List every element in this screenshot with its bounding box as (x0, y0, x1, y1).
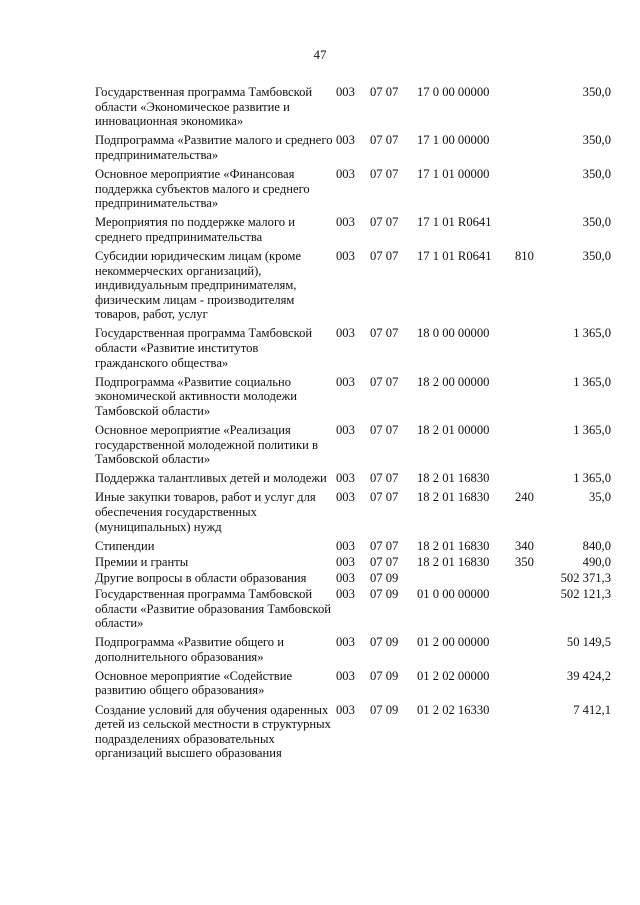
row-ved-code: 003 (336, 166, 355, 181)
row-ved-code: 003 (336, 635, 355, 650)
table-row (95, 326, 611, 370)
row-amount: 502 371,3 (560, 570, 611, 585)
row-section-code: 07 09 (370, 635, 399, 650)
row-target-article: 17 0 00 00000 (417, 85, 490, 99)
row-amount: 50 149,5 (566, 635, 611, 650)
row-section-code: 07 07 (370, 422, 399, 437)
row-section-code: 07 09 (370, 702, 399, 717)
row-target-article: 18 2 01 16830 (417, 471, 490, 486)
row-ved-code: 003 (336, 702, 355, 717)
row-target-article: 01 0 00 00000 (417, 586, 490, 601)
row-ved-code: 003 (336, 586, 355, 601)
table-row (95, 635, 611, 664)
row-target-article: 18 0 00 00000 (417, 326, 490, 341)
row-name: Подпрограмма «Развитие социально экономической активности молодежи Тамбовской области» (95, 374, 297, 418)
table-row (95, 85, 611, 129)
row-name: Премии и гранты (95, 554, 189, 569)
page-number: 47 (313, 47, 327, 62)
row-name: Основное мероприятие «Содействие развитию общего образования» (95, 668, 293, 698)
table-row (95, 669, 611, 698)
row-section-code: 07 07 (370, 215, 399, 230)
row-section-code: 07 07 (370, 85, 399, 99)
table-row (95, 471, 611, 486)
table-row (95, 375, 611, 419)
row-section-code: 07 07 (370, 471, 399, 486)
row-name: Государственная программа Тамбовской области «Развитие образования Тамбовской области» (95, 586, 331, 631)
row-section-code: 07 07 (370, 326, 399, 341)
row-amount: 1 365,0 (573, 374, 611, 389)
row-target-article: 17 1 01 R0641 (417, 248, 492, 263)
row-amount: 350,0 (582, 248, 611, 263)
row-amount: 350,0 (582, 166, 611, 181)
table-row (95, 571, 611, 586)
row-amount: 1 365,0 (573, 326, 611, 341)
row-target-article: 17 1 01 R0641 (417, 215, 492, 230)
row-name: Подпрограмма «Развитие малого и среднего предпринимательства» (95, 133, 333, 162)
row-amount: 840,0 (582, 538, 611, 553)
row-name: Государственная программа Тамбовской области «Экономическое развитие и инновационная экономика» (95, 85, 313, 129)
row-target-article: 01 2 00 00000 (417, 635, 490, 650)
table-row (95, 555, 611, 570)
row-ved-code: 003 (336, 538, 355, 553)
row-amount: 7 412,1 (573, 702, 611, 717)
row-amount: 1 365,0 (573, 422, 611, 437)
row-name: Другие вопросы в области образования (95, 570, 307, 585)
row-target-article: 01 2 02 16330 (417, 702, 490, 717)
row-expense-type: 350 (515, 554, 534, 569)
row-amount: 35,0 (588, 490, 611, 505)
row-name: Государственная программа Тамбовской области «Развитие институтов гражданского общества» (95, 326, 313, 370)
row-name: Создание условий для обучения одаренных детей из сельской местности в структурных подразделениях образовательных организаций высшего образования (95, 702, 331, 761)
row-target-article: 17 1 00 00000 (417, 133, 490, 148)
row-ved-code: 003 (336, 668, 355, 683)
table-row (95, 490, 611, 534)
row-target-article: 18 2 00 00000 (417, 374, 490, 389)
row-amount: 39 424,2 (566, 668, 611, 683)
row-ved-code: 003 (336, 490, 355, 505)
row-name: Мероприятия по поддержке малого и среднего предпринимательства (95, 215, 295, 244)
row-ved-code: 003 (336, 326, 355, 341)
row-section-code: 07 09 (370, 668, 399, 683)
row-section-code: 07 07 (370, 248, 399, 263)
row-expense-type: 810 (515, 248, 534, 263)
row-amount: 490,0 (582, 554, 611, 569)
row-name: Подпрограмма «Развитие общего и дополнительного образования» (95, 635, 284, 664)
row-name: Основное мероприятие «Финансовая поддержка субъектов малого и среднего предпринимательства» (95, 166, 310, 211)
table-row (95, 587, 611, 631)
row-ved-code: 003 (336, 422, 355, 437)
row-name: Субсидии юридическим лицам (кроме некоммерческих организаций), индивидуальным предпринимателям, физическим лицам - производителям товаров, работ, услуг (95, 248, 302, 322)
row-amount: 350,0 (582, 133, 611, 148)
row-section-code: 07 07 (370, 133, 399, 148)
row-section-code: 07 09 (370, 570, 399, 585)
table-row (95, 539, 611, 554)
row-ved-code: 003 (336, 133, 355, 148)
row-amount: 1 365,0 (573, 471, 611, 486)
row-amount: 502 121,3 (560, 586, 611, 601)
budget-table (95, 85, 611, 765)
row-expense-type: 340 (515, 538, 534, 553)
row-name: Стипендии (95, 538, 155, 553)
row-section-code: 07 09 (370, 586, 399, 601)
row-ved-code: 003 (336, 215, 355, 230)
table-row (95, 215, 611, 244)
row-expense-type: 240 (515, 490, 534, 505)
row-target-article: 18 2 01 00000 (417, 422, 490, 437)
table-row (95, 249, 611, 322)
row-ved-code: 003 (336, 248, 355, 263)
row-target-article: 01 2 02 00000 (417, 668, 490, 683)
row-section-code: 07 07 (370, 166, 399, 181)
row-section-code: 07 07 (370, 490, 399, 505)
table-row (95, 703, 611, 761)
table-row (95, 133, 611, 162)
row-target-article: 18 2 01 16830 (417, 490, 490, 505)
row-ved-code: 003 (336, 471, 355, 486)
row-ved-code: 003 (336, 85, 355, 99)
row-target-article: 17 1 01 00000 (417, 166, 490, 181)
row-amount: 350,0 (582, 215, 611, 230)
row-target-article: 18 2 01 16830 (417, 538, 490, 553)
table-row (95, 167, 611, 211)
row-target-article: 18 2 01 16830 (417, 554, 490, 569)
row-name: Поддержка талантливых детей и молодежи (95, 471, 327, 486)
row-section-code: 07 07 (370, 538, 399, 553)
row-name: Иные закупки товаров, работ и услуг для обеспечения государственных (муниципальных) нужд (95, 490, 316, 534)
row-ved-code: 003 (336, 554, 355, 569)
row-section-code: 07 07 (370, 374, 399, 389)
row-ved-code: 003 (336, 570, 355, 585)
row-ved-code: 003 (336, 374, 355, 389)
row-amount: 350,0 (582, 85, 611, 99)
row-name: Основное мероприятие «Реализация государственной молодежной политики в Тамбовской области» (95, 422, 318, 467)
row-section-code: 07 07 (370, 554, 399, 569)
table-row (95, 423, 611, 467)
